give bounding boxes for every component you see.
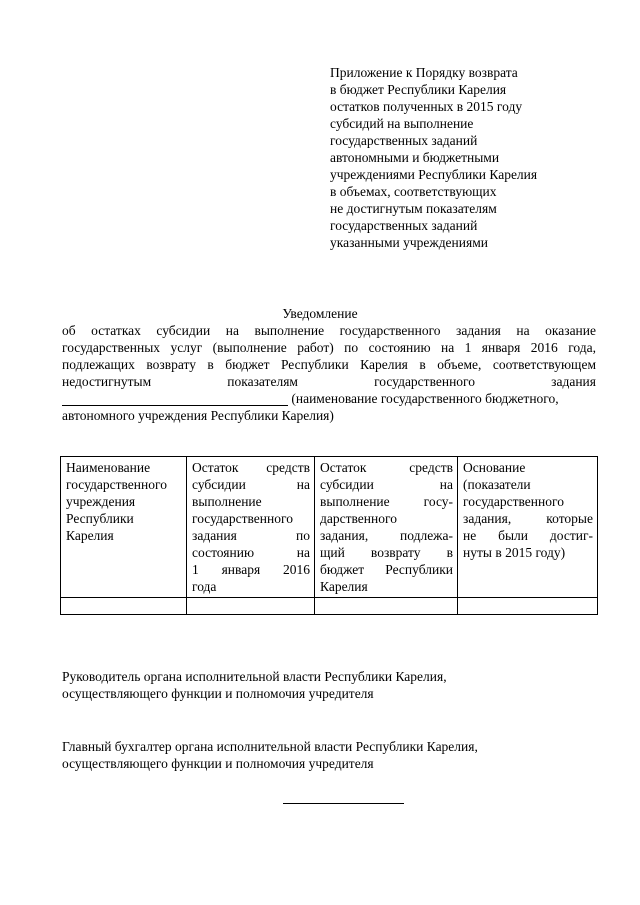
appendix-line: Приложение к Порядку возврата [330,65,518,80]
header-cell-balance: Остаток средств субсидии на выполнение государственного задания по состоянию на 1 января 2016 года [187,457,315,598]
table-cell[interactable] [458,598,598,615]
appendix-line: указанными учреждениями [330,235,488,250]
appendix-line: не достигнутым показателям [330,201,497,216]
notice-line-with-blank [62,390,596,407]
appendix-line: автономными и бюджетными [330,150,500,165]
notice-title: Уведомление [282,306,358,321]
table-cell[interactable] [187,598,315,615]
accountant-signature-line1: Главный бухгалтер органа исполнительной власти Республики Карелия, [62,739,478,754]
notice-line: недостигнутым показателям государственного задания [62,374,596,389]
remainder-table [60,456,598,615]
table-header-row [61,457,598,598]
appendix-line: учреждениями Республики Карелия [330,167,538,182]
signature-blank[interactable] [283,803,404,804]
appendix-line: государственных заданий [330,218,478,233]
table-cell[interactable] [61,598,187,615]
header-cell-basis: Основание (показатели государственного задания, которые не были достиг- нуты в 2015 году) [458,457,598,598]
accountant-signature-line2: осуществляющего функции и полномочия учредителя [62,756,374,771]
header-cell-refund: Остаток средств субсидии на выполнение госу- дарственного задания, подлежа- щий возврату в бюджет Республики Карелия [315,457,458,598]
appendix-line: в бюджет Республики Карелия [330,82,507,97]
notice-line: государственных услуг (выполнение работ) по состоянию на 1 января 2016 года, [62,340,596,355]
head-signature-line2: осуществляющего функции и полномочия учредителя [62,686,374,701]
table-cell[interactable] [315,598,458,615]
institution-name-blank[interactable] [62,391,288,406]
appendix-line: остатков полученных в 2015 году [330,99,523,114]
appendix-line: государственных заданий [330,133,478,148]
appendix-line: в объемах, соответствующих [330,184,497,199]
notice-line: (наименование государственного бюджетного, [288,391,559,406]
notice-line: подлежащих возврату в бюджет Республики Карелия в объеме, соответствующем [62,357,596,372]
table-row [61,598,598,615]
notice-body [62,322,596,424]
header-cell-institution: Наименование государственного учреждения Республики Карелия [61,457,187,598]
notice-line: об остатках субсидии на выполнение государственного задания на оказание [62,323,596,338]
notice-line: автономного учреждения Республики Карелия) [62,408,334,423]
appendix-heading [330,64,630,251]
head-signature-line1: Руководитель органа исполнительной власти Республики Карелия, [62,669,447,684]
appendix-line: субсидий на выполнение [330,116,474,131]
